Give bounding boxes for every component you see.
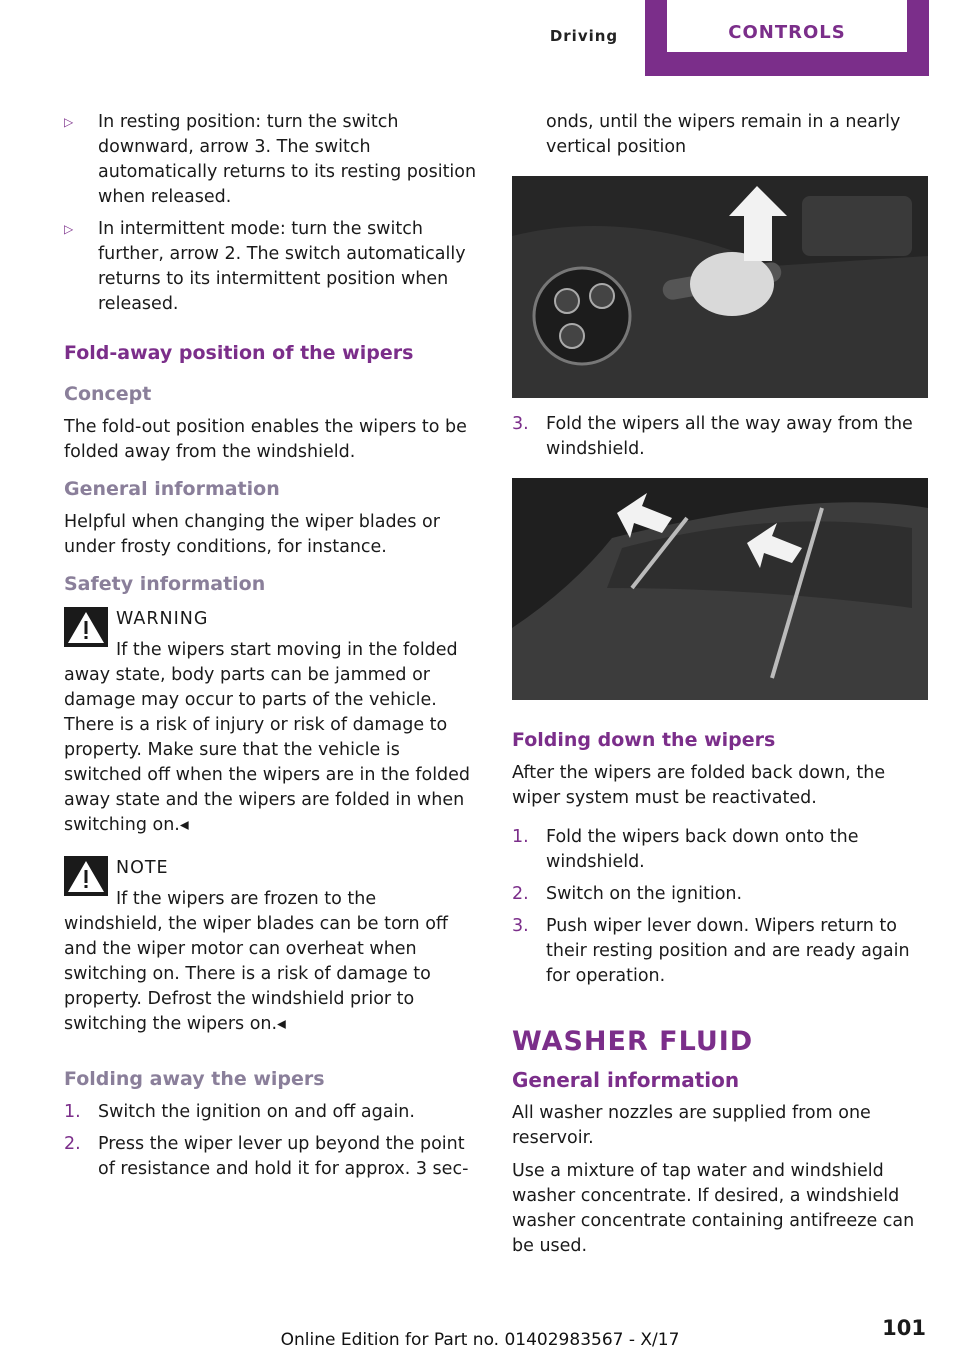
list-item [64,217,480,317]
subsection-title-safety: Safety information [64,573,266,595]
subsection-title-washer-general: General information [512,1068,740,1092]
note-text: If the wipers are frozen to the windshield, the wiper blades can be torn off and the wiper motor can overheat when switching on. There is a risk of damage to property. Defrost the windshield prior to switching the wipers on.◂ [64,889,448,1034]
footer-edition: Online Edition for Part no. 01402983567 - X/17 [280,1330,680,1350]
warning-triangle-icon [64,607,108,647]
chapter-tab-label: CONTROLS [667,0,907,52]
subsection-title-folding-down: Folding down the wipers [512,729,776,751]
continued-text: onds, until the wipers remain in a nearly vertical position [546,112,901,157]
step-text: Fold the wipers back down onto the windshield. [546,827,859,872]
triangle-bullet-icon: ▷ [64,222,74,236]
general-text: Helpful when changing the wiper blades or under frosty conditions, for instance. [64,512,440,557]
washer-text-2: Use a mixture of tap water and windshield washer concentrate. If desired, a windshield washer concentrate containing antifreeze can be used. [512,1161,915,1256]
bullet-text: In intermittent mode: turn the switch further, arrow 2. The switch automatically returns to its intermittent position when released. [98,219,466,314]
list-item [512,825,928,875]
triangle-bullet-icon: ▷ [64,115,74,129]
list-item [512,914,928,989]
step-number: 2. [512,884,529,904]
list-item [64,1132,480,1182]
step-text: Push wiper lever down. Wipers return to their resting position and are ready again for operation. [546,916,910,986]
step-number: 3. [512,414,529,434]
subsection-title-general: General information [64,478,280,500]
step-number: 3. [512,916,529,936]
warning-block [64,607,480,838]
step-number: 1. [64,1102,81,1122]
wiper-lever-photo [512,176,928,398]
left-column [64,110,480,1189]
bullet-text: In resting position: turn the switch downward, arrow 3. The switch automatically returns to its resting position when released. [98,112,477,207]
section-tab-driving: Driving [549,27,619,45]
warning-text: If the wipers start moving in the folded away state, body parts can be jammed or damage may occur to parts of the vehicle. There is a risk of injury or risk of damage to property. Make sure that the vehicle is switched off when the wipers are in the folded away state and the wipers are folded in when switching on.◂ [64,640,471,835]
subsection-title-concept: Concept [64,383,152,405]
note-block [64,856,480,1037]
step-number: 1. [512,827,529,847]
step-text: Fold the wipers all the way away from the windshield. [546,414,913,459]
wiper-lever-illustration [512,176,928,398]
right-column [512,110,928,1267]
concept-text: The fold-out position enables the wipers to be folded away from the windshield. [64,417,467,462]
section-title-fold-away: Fold-away position of the wipers [64,342,414,364]
step-number: 2. [64,1134,81,1154]
warning-label: WARNING [116,609,209,629]
list-item [512,412,928,462]
warning-triangle-icon [64,856,108,896]
step-text: Switch the ignition on and off again. [98,1102,415,1122]
step-text: Press the wiper lever up beyond the point of resistance and hold it for approx. 3 sec- [98,1134,469,1179]
page-number: 101 [882,1316,926,1340]
step-text: Switch on the ignition. [546,884,743,904]
chapter-title-washer-fluid: WASHER FLUID [512,1026,754,1057]
windshield-wipers-photo [512,478,928,700]
list-item [512,882,928,907]
list-item [64,110,480,210]
subsection-title-folding-away: Folding away the wipers [64,1068,325,1090]
washer-text-1: All washer nozzles are supplied from one reservoir. [512,1103,871,1148]
folding-down-text: After the wipers are folded back down, the wiper system must be reactivated. [512,763,886,808]
list-item [64,1100,480,1125]
chapter-tab [645,0,929,76]
note-label: NOTE [116,858,169,878]
windshield-illustration [512,478,928,700]
